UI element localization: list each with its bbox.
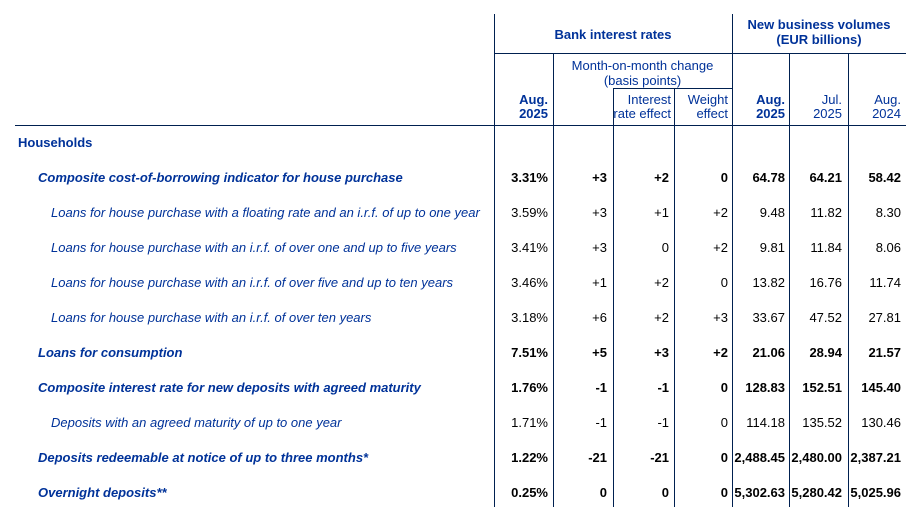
grid-line-left-of-weight-effect [674, 88, 675, 507]
volume-aug-2024-line1: Aug. [874, 92, 901, 107]
volume-aug-2025-value: 13.82 [752, 275, 785, 290]
volume-jul-2025-value: 135.52 [802, 415, 842, 430]
table-row [0, 275, 922, 291]
volume-aug-2024-value: 5,025.96 [850, 485, 901, 500]
volume-aug-2025-value: 9.81 [759, 240, 785, 255]
weight-effect-value: 0 [720, 450, 728, 465]
table-row [0, 450, 922, 466]
interest-rate-value: 0.25% [511, 485, 548, 500]
interest-rate-value: 3.59% [511, 205, 548, 220]
volume-jul-2025-value: 64.21 [809, 170, 842, 185]
table-row [0, 345, 922, 361]
volume-jul-2025-value: 16.76 [809, 275, 842, 290]
volume-aug-2025-value: 33.67 [752, 310, 785, 325]
row-label: Composite cost-of-borrowing indicator for house purchase [38, 170, 403, 185]
weight-effect-line2: effect [696, 106, 728, 121]
row-label: Loans for house purchase with an i.r.f. of over ten years [51, 310, 372, 325]
new-business-volumes-line2: (EUR billions) [776, 32, 862, 47]
volume-aug-2024-value: 130.46 [861, 415, 901, 430]
section-header-households: Households [18, 135, 93, 150]
volume-aug-2025-value: 64.78 [752, 170, 785, 185]
row-label: Loans for house purchase with an i.r.f. of over five and up to ten years [51, 275, 454, 290]
table-row [0, 415, 922, 431]
grid-line-left-of-rates [494, 14, 495, 507]
mom-change-value: +1 [592, 275, 607, 290]
interest-rate-effect-value: +2 [654, 170, 669, 185]
interest-rate-value: 3.18% [511, 310, 548, 325]
volume-jul-2025-value: 11.84 [810, 240, 842, 255]
volume-jul-2025-column-header [774, 93, 842, 121]
weight-effect-value: 0 [720, 380, 728, 395]
table-row [0, 485, 922, 501]
mom-change-line2: (basis points) [603, 73, 682, 88]
mom-change-line1: Month-on-month change [571, 58, 714, 73]
volume-jul-2025-value: 2,480.00 [791, 450, 842, 465]
row-label: Overnight deposits** [38, 485, 167, 500]
interest-rate-value: 1.71% [511, 415, 548, 430]
mom-change-value: 0 [599, 485, 607, 500]
interest-rate-effect-value: +2 [654, 275, 669, 290]
grid-line-under-group-headers [494, 53, 906, 54]
interest-rate-value: 1.76% [511, 380, 548, 395]
grid-line-left-of-volumes [732, 14, 733, 507]
weight-effect-value: +2 [713, 205, 728, 220]
weight-effect-value: +3 [713, 310, 728, 325]
mom-change-value: +3 [592, 170, 607, 185]
interest-rate-effect-value: 0 [661, 240, 669, 255]
mom-change-value: -1 [595, 415, 607, 430]
table-row [0, 170, 922, 186]
interest-rate-effect-value: +2 [654, 310, 669, 325]
interest-rate-value: 3.41% [511, 240, 548, 255]
weight-effect-value: +2 [713, 240, 728, 255]
new-business-volumes-header [732, 17, 906, 47]
volume-aug-2024-value: 145.40 [861, 380, 901, 395]
volume-aug-2024-line2: 2024 [872, 106, 901, 121]
volume-aug-2024-value: 27.81 [868, 310, 901, 325]
volume-jul-2025-value: 152.51 [802, 380, 842, 395]
weight-effect-value: +2 [713, 345, 728, 360]
volume-aug-2025-value: 21.06 [752, 345, 785, 360]
volume-aug-2024-value: 21.57 [868, 345, 901, 360]
mom-change-value: +6 [592, 310, 607, 325]
volume-aug-2025-line2: 2025 [756, 106, 785, 121]
volume-jul-2025-value: 11.82 [810, 205, 842, 220]
volume-aug-2024-column-header [833, 93, 901, 121]
volume-aug-2024-value: 11.74 [869, 275, 901, 290]
interest-rate-value: 3.46% [511, 275, 548, 290]
row-label: Composite interest rate for new deposits with agreed maturity [38, 380, 421, 395]
volume-aug-2025-value: 2,488.45 [734, 450, 785, 465]
mom-change-value: -21 [588, 450, 607, 465]
row-label: Loans for consumption [38, 345, 183, 360]
grid-line-under-column-headers [15, 125, 906, 126]
volume-aug-2024-value: 2,387.21 [850, 450, 901, 465]
grid-line-left-of-interest-effect [613, 88, 614, 507]
bank-interest-rates-header: Bank interest rates [554, 27, 672, 42]
interest-rate-effect-value: -1 [657, 415, 669, 430]
interest-rate-effect-value: +1 [654, 205, 669, 220]
volume-aug-2025-value: 5,302.63 [734, 485, 785, 500]
rate-aug-2025-line2: 2025 [519, 106, 548, 121]
row-label: Deposits redeemable at notice of up to three months* [38, 450, 369, 465]
mom-change-value: +3 [592, 205, 607, 220]
volume-aug-2025-line1: Aug. [756, 92, 785, 107]
rate-aug-2025-column-header [480, 93, 548, 121]
weight-effect-value: 0 [720, 275, 728, 290]
interest-rate-value: 1.22% [511, 450, 548, 465]
weight-effect-value: 0 [720, 170, 728, 185]
volume-aug-2024-value: 58.42 [868, 170, 901, 185]
table-row [0, 205, 922, 221]
row-label: Loans for house purchase with an i.r.f. of over one and up to five years [51, 240, 457, 255]
volume-jul-2025-value: 28.94 [809, 345, 842, 360]
rate-aug-2025-line1: Aug. [519, 92, 548, 107]
mom-change-value: -1 [595, 380, 607, 395]
interest-rate-effect-line1: Interest [627, 92, 671, 107]
interest-rate-value: 7.51% [511, 345, 548, 360]
interest-rate-effect-value: -21 [650, 450, 669, 465]
volume-jul-2025-line1: Jul. [821, 92, 842, 107]
row-label: Loans for house purchase with a floating rate and an i.r.f. of up to one year [51, 205, 480, 220]
interest-rate-effect-line2: rate effect [613, 106, 671, 121]
table-row [0, 310, 922, 326]
mom-change-value: +3 [592, 240, 607, 255]
table-row [0, 380, 922, 396]
weight-effect-value: 0 [720, 485, 728, 500]
volume-jul-2025-value: 5,280.42 [791, 485, 842, 500]
volume-aug-2025-value: 128.83 [745, 380, 785, 395]
new-business-volumes-line1: New business volumes [747, 17, 891, 32]
interest-rate-effect-value: 0 [661, 485, 669, 500]
row-label: Deposits with an agreed maturity of up to one year [51, 415, 342, 430]
volume-aug-2025-value: 9.48 [759, 205, 785, 220]
interest-rate-effect-value: -1 [657, 380, 669, 395]
volume-aug-2024-value: 8.30 [875, 205, 901, 220]
weight-effect-value: 0 [720, 415, 728, 430]
volume-aug-2024-value: 8.06 [875, 240, 901, 255]
volume-jul-2025-value: 47.52 [809, 310, 842, 325]
interest-rate-effect-value: +3 [654, 345, 669, 360]
mom-change-value: +5 [592, 345, 607, 360]
interest-rate-value: 3.31% [511, 170, 548, 185]
month-on-month-change-header [553, 58, 732, 88]
grid-line-above-effect-headers [613, 88, 732, 89]
volume-aug-2025-value: 114.18 [746, 415, 785, 430]
table-row [0, 240, 922, 256]
weight-effect-line1: Weight [687, 92, 728, 107]
volume-jul-2025-line2: 2025 [813, 106, 842, 121]
